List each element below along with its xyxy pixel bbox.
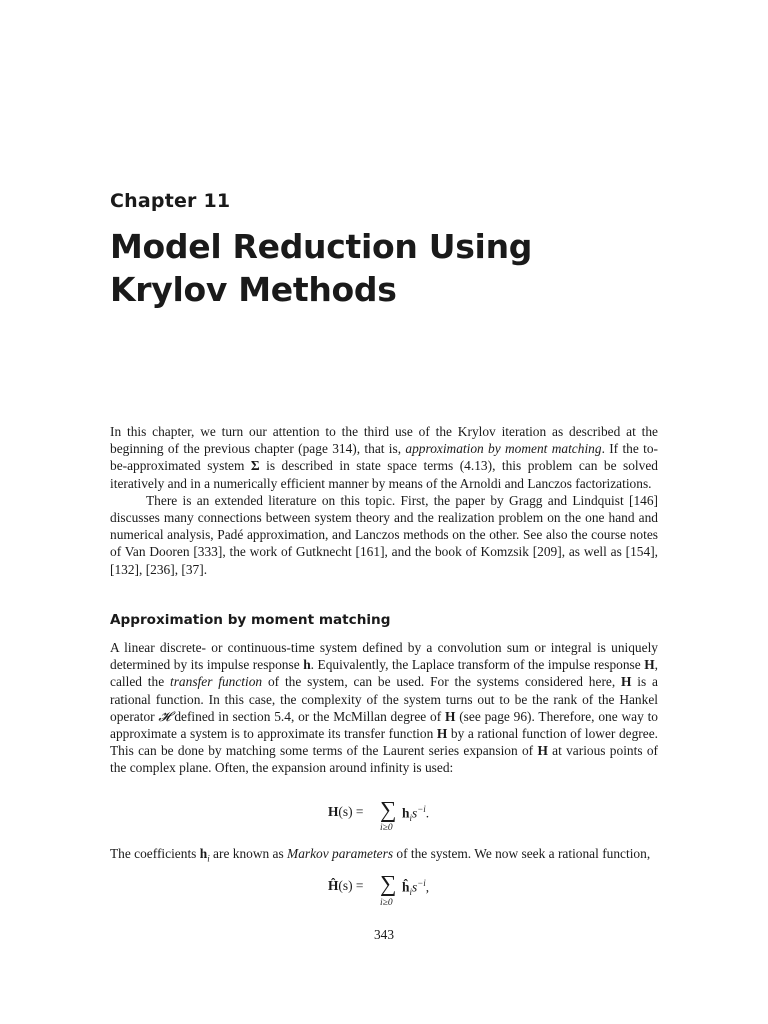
page-number: 343 xyxy=(373,927,395,942)
section-text-6: defined in section 5.4, or the McMillan degree of xyxy=(170,708,445,724)
symbol-H: H xyxy=(436,726,448,742)
symbol-index-i: i xyxy=(207,853,210,864)
symbol-H: H xyxy=(445,708,456,724)
section-text-1: A linear discrete- or continuous-time system defined by a convolution sum or integral is uniquely determined by its impulse response xyxy=(110,640,658,673)
equation-laurent-expansion xyxy=(0,798,768,840)
equation-rational-approximation xyxy=(0,870,768,914)
section-text-4: of the system, can be used. For the systems considered here, xyxy=(262,674,622,690)
markov-text-3: of the system. We now seek a rational function, xyxy=(393,846,651,861)
symbol-h: h xyxy=(303,657,311,673)
section-text-5: is a rational function. In this case, the complexity of the system turns out to be the rank of the Hankel operator xyxy=(110,674,658,724)
eq-punctuation: . xyxy=(425,805,430,821)
symbol-H: H xyxy=(644,657,655,673)
eq-term-s: s xyxy=(411,805,418,821)
section-text-3: , called the xyxy=(110,657,658,690)
markov-paragraph xyxy=(110,845,658,868)
markov-text-1: The coefficients xyxy=(110,846,200,861)
section-body xyxy=(110,639,658,777)
intro-p1-text-c: is described in state space terms (4.13), this problem can be solved iteratively and in a numerically efficient manner by means of the Arnoldi and Lanczos factorizations. xyxy=(110,458,658,491)
section-text-9: at various points of the complex plane. Often, the expansion around infinity is used: xyxy=(110,743,658,776)
summation-limit: i≥0 xyxy=(380,823,393,833)
intro-p1-text-a: In this chapter, we turn our attention to the third use of the Krylov iteration as described at the beginning of the previous chapter (page 314), that is, xyxy=(110,424,658,457)
intro-paragraph-1 xyxy=(110,423,658,492)
summation-symbol: ∑ xyxy=(380,871,397,896)
equation-lhs xyxy=(328,878,363,894)
section-text-2: . Equivalently, the Laplace transform of the impulse response xyxy=(310,657,645,673)
eq-term-exponent: −i xyxy=(417,804,426,814)
eq-punctuation: , xyxy=(425,879,430,895)
section-text-7: (see page 96). Therefore, one way to approximate a system is to approximate its transfer function xyxy=(110,708,658,742)
eq-lhs-arg: (s) xyxy=(338,804,353,819)
chapter-title xyxy=(110,225,670,311)
symbol-h-i: h xyxy=(199,846,208,861)
section-heading: Approximation by moment matching xyxy=(110,612,391,628)
eq-lhs-arg: (s) xyxy=(338,878,353,893)
intro-text xyxy=(110,423,658,578)
eq-lhs-symbol: Ĥ xyxy=(328,878,339,893)
chapter-label: Chapter 11 xyxy=(110,190,231,212)
section-text-8: by a rational function of lower degree. This can be done by matching some terms of the Laurent series expansion of xyxy=(110,726,658,759)
chapter-title-line-2: Krylov Methods xyxy=(110,270,397,309)
intro-paragraph-2: There is an extended literature on this topic. First, the paper by Gragg and Lindquist [146] discusses many connections between system theory and the realization problem on the one hand and numerical analysis, Padé approximation, and Lanczos methods on the other. See also the course notes of Van Dooren [333], the work of Gutknecht [161], and the book of Komzsik [209], as well as [154], [132], [236], [37]. xyxy=(110,492,658,577)
eq-term-s: s xyxy=(411,879,418,895)
transfer-function-term: transfer function xyxy=(170,674,263,690)
eq-lhs-symbol: H xyxy=(328,804,339,819)
markov-text-2: are known as xyxy=(209,846,288,861)
markov-parameters-term: Markov parameters xyxy=(287,846,394,861)
intro-p1-emphasis: approximation by moment matching xyxy=(405,441,602,457)
equation-term xyxy=(402,804,429,823)
summation-symbol: ∑ xyxy=(380,797,397,822)
markov-paragraph-text xyxy=(110,845,658,868)
eq-term-index: i xyxy=(409,813,412,824)
equation-lhs xyxy=(328,804,363,820)
symbol-H: H xyxy=(537,743,548,759)
hankel-operator-symbol: 𝓗 xyxy=(158,708,171,724)
equation-term xyxy=(402,878,429,897)
summation-limit: i≥0 xyxy=(380,898,393,908)
intro-p1-text-b: . If the to-be-approximated system xyxy=(110,441,658,474)
eq-term-h: h xyxy=(402,805,410,821)
chapter-title-line-1: Model Reduction Using xyxy=(110,227,533,266)
eq-equals: = xyxy=(355,878,364,893)
section-paragraph xyxy=(110,639,658,777)
eq-equals: = xyxy=(355,804,364,819)
eq-term-index: i xyxy=(409,887,412,898)
symbol-H: H xyxy=(621,674,632,690)
eq-term-exponent: −i xyxy=(417,878,426,888)
eq-term-h: ĥ xyxy=(402,879,410,895)
sigma-symbol: Σ xyxy=(250,458,260,474)
